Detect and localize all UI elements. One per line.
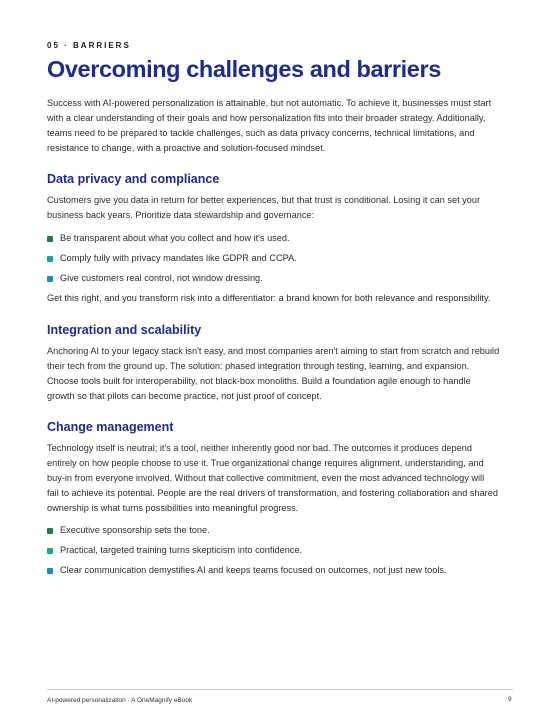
data-privacy-paragraph xyxy=(47,193,513,223)
list-item xyxy=(47,563,513,583)
list-item xyxy=(47,543,513,563)
bullet-text: Clear communication demystifies AI and keeps teams focused on outcomes, not just new tools. xyxy=(60,565,447,575)
intro-line: Success with AI-powered personalization is attainable, but not automatic. To achieve it, businesses must start xyxy=(47,98,492,108)
heading-data-privacy: Data privacy and compliance xyxy=(47,172,220,186)
body-line: buy-in from everyone involved. Without that collective commitment, even the most advanced technology will xyxy=(47,473,485,483)
bullet-text: Be transparent about what you collect and how it's used. xyxy=(60,233,290,243)
section-label: 05 · BARRIERS xyxy=(47,41,131,50)
intro-line: with a clear understanding of their goals and how personalization fits into their broader strategy. Additionally, xyxy=(47,113,486,123)
footer-divider xyxy=(47,689,513,690)
bullet-text: Give customers real control, not window dressing. xyxy=(60,273,263,283)
bullet-marker xyxy=(47,236,53,242)
list-item xyxy=(47,271,513,291)
bullet-text: Comply fully with privacy mandates like GDPR and CCPA. xyxy=(60,253,297,263)
body-line: their tech from the ground up. The solution: phased integration through testing, learning, and expansion. xyxy=(47,361,470,371)
body-line: business back years. Prioritize data stewardship and governance: xyxy=(47,210,315,220)
body-line: growth so that pilots can become practice, not just proof of concept. xyxy=(47,391,322,401)
bullet-marker xyxy=(47,528,53,534)
body-line: Anchoring AI to your legacy stack isn't easy, and most companies aren't aiming to start from scratch and rebuild xyxy=(47,346,500,356)
bullet-text: Practical, targeted training turns skepticism into confidence. xyxy=(60,545,303,555)
intro-paragraph xyxy=(47,96,513,156)
heading-integration: Integration and scalability xyxy=(47,323,202,337)
change-management-bullets xyxy=(47,523,513,583)
footer-text: AI-powered personalization · A OneMagnify eBook xyxy=(47,697,193,704)
bullet-marker xyxy=(47,276,53,282)
data-privacy-bullets xyxy=(47,231,513,291)
bullet-marker xyxy=(47,256,53,262)
change-management-paragraph xyxy=(47,441,513,516)
body-line: entirely on how people choose to use it. True organizational change requires alignment, understanding, and xyxy=(47,458,484,468)
body-line: Technology itself is neutral; it's a tool, neither inherently good nor bad. The outcomes it produces depend xyxy=(47,443,472,453)
list-item xyxy=(47,251,513,271)
page-number: 9 xyxy=(508,696,512,703)
intro-line: teams need to be prepared to tackle challenges, such as data privacy concerns, technical limitations, and xyxy=(47,128,475,138)
page-title: Overcoming challenges and barriers xyxy=(47,56,441,82)
bullet-marker xyxy=(47,568,53,574)
integration-paragraph xyxy=(47,344,513,404)
bullet-marker xyxy=(47,548,53,554)
intro-line: resistance to change, with a proactive and solution-focused mindset. xyxy=(47,143,326,153)
body-line: ownership is what turns possibilities into meaningful progress. xyxy=(47,503,299,513)
bullet-text: Executive sponsorship sets the tone. xyxy=(60,525,210,535)
body-line: Customers give you data in return for better experiences, but that trust is conditional. Losing it can set your xyxy=(47,195,481,205)
list-item xyxy=(47,523,513,543)
data-privacy-closing: Get this right, and you transform risk into a differentiator: a brand known for both relevance and responsibility. xyxy=(47,293,491,303)
heading-change-management: Change management xyxy=(47,420,174,434)
list-item xyxy=(47,231,513,251)
body-line: Choose tools built for interoperability, not black-box monoliths. Build a foundation agile enough to handle xyxy=(47,376,471,386)
body-line: fail to achieve its potential. People are the real drivers of transformation, and fostering collaboration and shared xyxy=(47,488,498,498)
